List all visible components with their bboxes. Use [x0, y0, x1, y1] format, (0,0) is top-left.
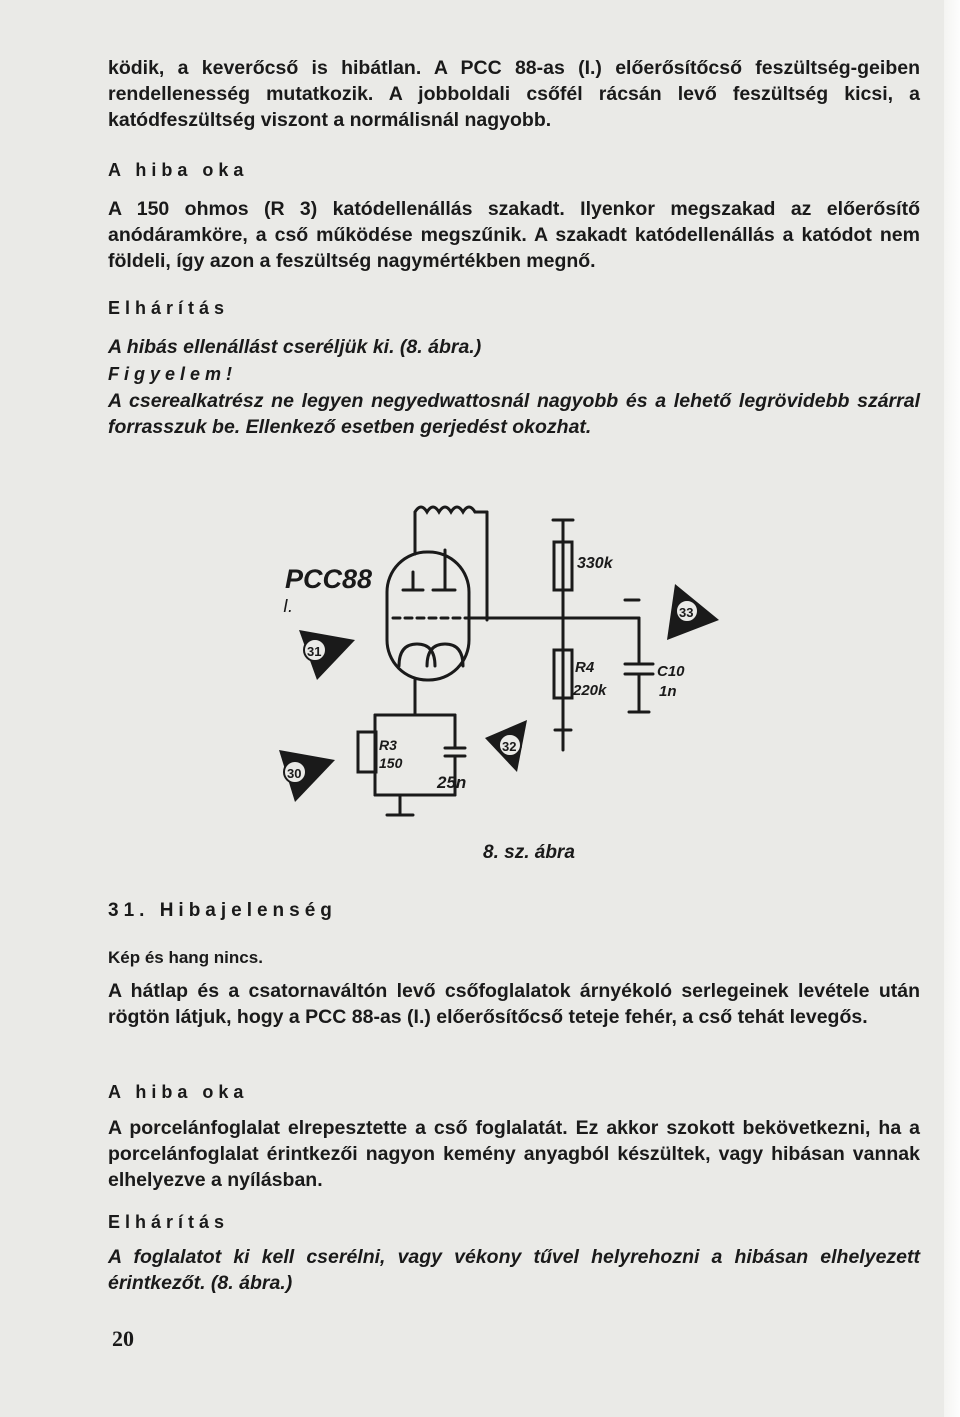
- circuit-diagram: [255, 490, 735, 830]
- fix-instruction-1: [108, 334, 920, 360]
- svg-text:32: 32: [502, 739, 517, 754]
- cause-paragraph-2: [108, 1115, 920, 1193]
- r3-name: R3: [379, 737, 397, 753]
- svg-text:33: 33: [679, 605, 694, 620]
- figure-caption: 8. sz. ábra: [483, 842, 575, 863]
- section-heading-symptom-31: 31. Hibajelenség: [108, 900, 337, 921]
- cathode-cap-value: 25n: [437, 773, 467, 792]
- page-number: 20: [112, 1326, 134, 1351]
- marker-33: [667, 584, 719, 640]
- resistor-r3: [358, 732, 376, 772]
- r-top-value: 330k: [577, 555, 613, 572]
- cause-text-1: A 150 ohmos (R 3) katódellenállás szakadt. Ilyenkor megszakad az előerősítő anódáramköre, a cső működése megszűnik. A szakadt katódellenállás a katódot nem földeli, így azon a feszültség nagymértékben megnő.: [108, 198, 920, 272]
- section-heading-fix-2: Elhárítás: [108, 1212, 230, 1232]
- circuit-svg: [255, 490, 735, 830]
- svg-text:30: 30: [287, 766, 302, 781]
- r3-value: 150: [379, 755, 403, 771]
- symptom-text: Kép és hang nincs.: [108, 948, 263, 967]
- section-heading-cause-2: A hiba oka: [108, 1082, 249, 1102]
- fix-text-2: A foglalatot ki kell cserélni, vagy vékony tűvel helyrehozni a hibásan elhelyezett érintkezőt. (8. ábra.): [108, 1246, 920, 1294]
- fix-instruction-2: [108, 1244, 920, 1296]
- c10-name: C10: [657, 663, 685, 680]
- r4-value: 220k: [573, 682, 607, 699]
- tube-label: PCC88: [285, 564, 373, 594]
- tube-sub-label: I.: [283, 596, 294, 616]
- intro-text: ködik, a keverőcső is hibátlan. A PCC 88-as (I.) előerősítőcső feszültség-geiben rendellenesség mutatkozik. A jobboldali csőfél rácsán levő feszültség kicsi, a katódfeszültség viszont a normálisnál nagyobb.: [108, 57, 920, 131]
- warning-text: A cserealkatrész ne legyen negyedwattosnál nagyobb és a lehető legrövidebb szárral forrasszuk be. Ellenkező esetben gerjedést okozhat.: [108, 390, 920, 438]
- symptom-body: A hátlap és a csatornaváltón levő csőfoglalatok árnyékoló serlegeinek levétele után rögtön látjuk, hogy a PCC 88-as (I.) előerősítőcső teteje fehér, a cső tehát levegős.: [108, 980, 920, 1028]
- marker-32: [485, 720, 527, 772]
- marker-30: [279, 750, 335, 802]
- fix-text-1: A hibás ellenállást cseréljük ki. (8. ábra.): [108, 336, 482, 358]
- svg-text:31: 31: [307, 644, 322, 659]
- intro-paragraph: [108, 55, 920, 133]
- cause-paragraph-1: [108, 196, 920, 274]
- section-heading-cause-1: A hiba oka: [108, 160, 249, 180]
- symptom-paragraph: [108, 978, 920, 1030]
- warning-paragraph: [108, 388, 920, 440]
- symptom-line: [108, 945, 920, 971]
- warning-heading: Figyelem!: [108, 364, 238, 384]
- section-heading-fix-1: Elhárítás: [108, 298, 230, 318]
- r4-name: R4: [575, 659, 595, 676]
- cause-text-2: A porcelánfoglalat elrepesztette a cső foglalatát. Ez akkor szokott bekövetkezni, ha a porcelánfoglalat érintkezői nagyon kemény anyagból készültek, vagy hibásan vannak elhelyezve a nyílásban.: [108, 1117, 920, 1191]
- page-edge: [944, 0, 960, 1417]
- c10-value: 1n: [659, 683, 677, 700]
- heater-coil: [415, 507, 475, 512]
- marker-31: [299, 630, 355, 680]
